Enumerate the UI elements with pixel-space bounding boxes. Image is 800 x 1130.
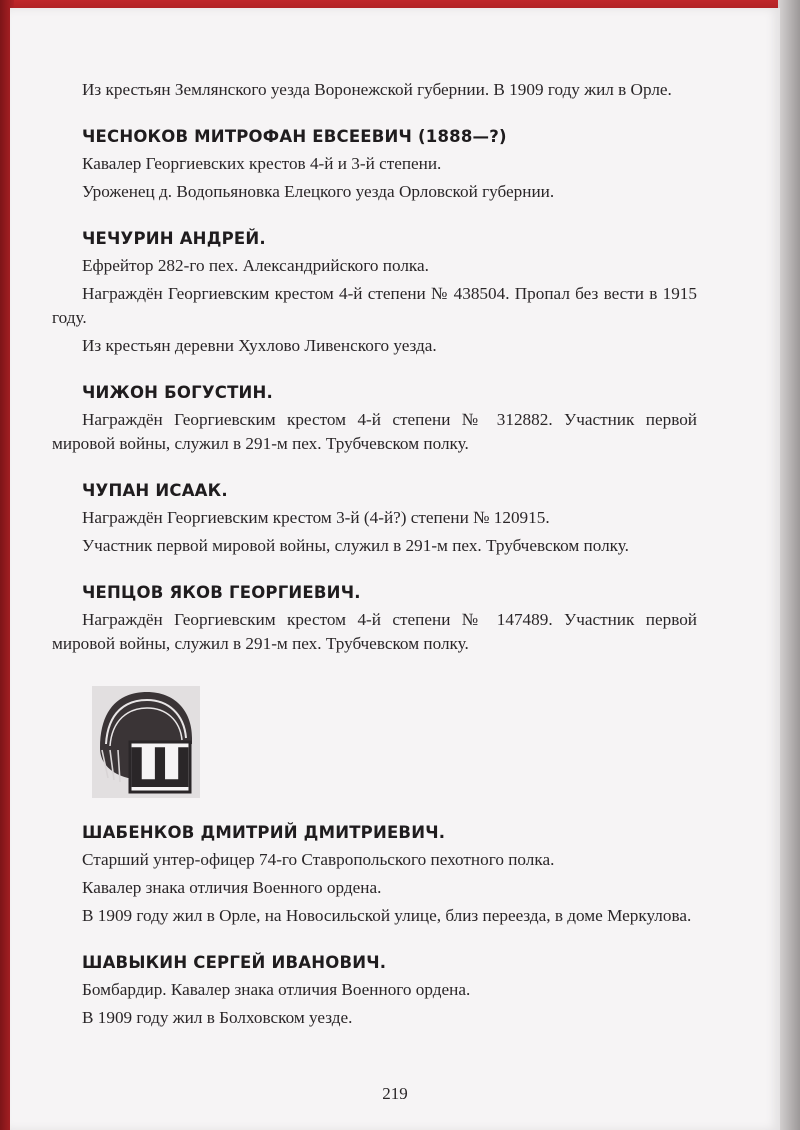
entry-chizhon bbox=[52, 382, 697, 456]
entry-heading: ШАВЫКИН СЕРГЕЙ ИВАНОВИЧ. bbox=[82, 953, 387, 972]
entry-heading: ЧИЖОН БОГУСТИН. bbox=[82, 383, 274, 402]
entry-line: В 1909 году жил в Болховском уезде. bbox=[82, 1008, 353, 1027]
entry-heading: ШАБЕНКОВ ДМИТРИЙ ДМИТРИЕВИЧ. bbox=[82, 823, 446, 842]
section-letter: Ш bbox=[126, 737, 194, 798]
entry-line: Кавалер знака отличия Военного ордена. bbox=[82, 878, 382, 897]
entry-chesnokov bbox=[52, 126, 697, 204]
helmet-letter-icon bbox=[92, 686, 200, 798]
entry-shabenkov bbox=[52, 822, 697, 928]
entry-line: Награждён Георгиевским крестом 3-й (4-й?) степени № 120915. bbox=[82, 508, 550, 527]
entry-line: Ефрейтор 282-го пех. Александрийского полка. bbox=[82, 256, 429, 275]
entry-chupan bbox=[52, 480, 697, 558]
entry-line: Участник первой мировой войны, служил в 291-м пех. Трубчевском полку. bbox=[82, 536, 629, 555]
page-number: 219 bbox=[382, 1084, 408, 1103]
entry-chepcov bbox=[52, 582, 697, 656]
book-page bbox=[10, 8, 780, 1130]
entry-shavykin bbox=[52, 952, 697, 1030]
entry-heading: ЧЕСНОКОВ МИТРОФАН ЕВСЕЕВИЧ (1888—?) bbox=[82, 127, 507, 146]
page-content bbox=[52, 78, 697, 1034]
entry-chechurin bbox=[52, 228, 697, 358]
page-shadow bbox=[778, 0, 800, 1130]
entry-line: Из крестьян деревни Хухлово Ливенского уезда. bbox=[82, 336, 437, 355]
entry-line: Уроженец д. Водопьяновка Елецкого уезда Орловской губернии. bbox=[82, 182, 555, 201]
entry-line: Бомбардир. Кавалер знака отличия Военного ордена. bbox=[82, 980, 471, 999]
entry-line: Награждён Георгиевским крестом 4-й степени № 147489. Участник первой мировой войны, служил в 291-м пех. Трубчевском полку. bbox=[52, 610, 697, 653]
section-letter-illustration bbox=[92, 686, 200, 798]
entry-line: В 1909 году жил в Орле, на Новосильской улице, близ переезда, в доме Меркулова. bbox=[82, 906, 692, 925]
intro-paragraph: Из крестьян Землянского уезда Воронежской губернии. В 1909 году жил в Орле. bbox=[82, 80, 672, 99]
entry-line: Награждён Георгиевским крестом 4-й степени № 312882. Участник первой мировой войны, служил в 291-м пех. Трубчевском полку. bbox=[52, 410, 697, 453]
entry-heading: ЧУПАН ИСААК. bbox=[82, 481, 228, 500]
entry-heading: ЧЕЧУРИН АНДРЕЙ. bbox=[82, 229, 266, 248]
entry-heading: ЧЕПЦОВ ЯКОВ ГЕОРГИЕВИЧ. bbox=[82, 583, 361, 602]
entry-line: Старший унтер-офицер 74-го Ставропольского пехотного полка. bbox=[82, 850, 555, 869]
entry-line: Награждён Георгиевским крестом 4-й степени № 438504. Пропал без вести в 1915 году. bbox=[52, 284, 697, 327]
entry-line: Кавалер Георгиевских крестов 4-й и 3-й степени. bbox=[82, 154, 442, 173]
